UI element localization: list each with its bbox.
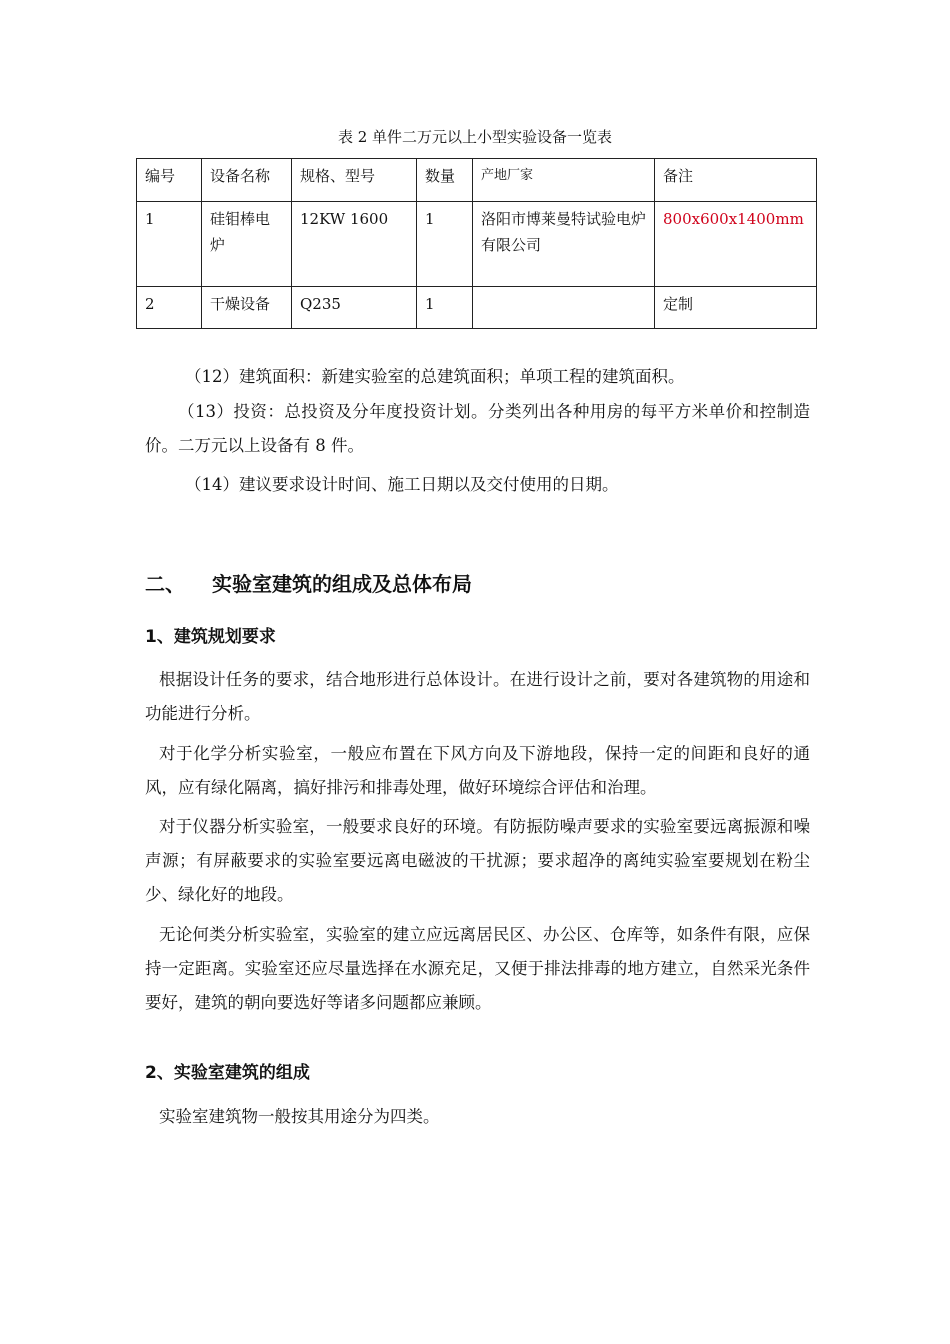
header-manufacturer: 产地厂家: [473, 159, 655, 202]
paragraph-composition-intro: 实验室建筑物一般按其用途分为四类。: [159, 1107, 440, 1126]
paragraph-planning-intro: 根据设计任务的要求，结合地形进行总体设计。在进行设计之前，要对各建筑物的用途和功能进行分析。: [145, 670, 810, 723]
subsection-heading-composition: 2、实验室建筑的组成: [145, 1063, 310, 1083]
cell-quantity: 1: [417, 202, 473, 287]
cell-model: Q235: [292, 287, 417, 329]
header-number: 编号: [137, 159, 202, 202]
cell-manufacturer: [473, 287, 655, 329]
header-device-name: 设备名称: [202, 159, 292, 202]
table-header-row: [137, 159, 817, 202]
cell-model: 12KW 1600: [292, 202, 417, 287]
header-quantity: 数量: [417, 159, 473, 202]
cell-remark: 800x600x1400mm: [655, 202, 817, 287]
paragraph-investment: （13）投资：总投资及分年度投资计划。分类列出各种用房的每平方米单价和控制造价。二万元以上设备有 8 件。: [145, 402, 810, 455]
cell-manufacturer: 洛阳市博莱曼特试验电炉有限公司: [473, 202, 655, 287]
cell-remark: 定制: [655, 287, 817, 329]
paragraph-building-area: （12）建筑面积：新建实验室的总建筑面积；单项工程的建筑面积。: [185, 367, 685, 386]
header-model: 规格、型号: [292, 159, 417, 202]
cell-quantity: 1: [417, 287, 473, 329]
section-title: 实验室建筑的组成及总体布局: [212, 572, 472, 596]
equipment-table: [136, 158, 817, 329]
section-heading: [145, 568, 472, 597]
subsection-heading-planning: 1、建筑规划要求: [145, 627, 276, 647]
paragraph-chemical-lab: 对于化学分析实验室，一般应布置在下风方向及下游地段，保持一定的间距和良好的通风，应有绿化隔离，搞好排污和排毒处理，做好环境综合评估和治理。: [145, 744, 810, 797]
cell-number: 1: [137, 202, 202, 287]
table-row: [137, 202, 817, 287]
section-number: 二、: [145, 572, 185, 596]
cell-number: 2: [137, 287, 202, 329]
paragraph-instrument-lab: 对于仪器分析实验室，一般要求良好的环境。有防振防噪声要求的实验室要远离振源和噪声源；有屏蔽要求的实验室要远离电磁波的干扰源；要求超净的离纯实验室要规划在粉尘少、绿化好的地段。: [145, 817, 810, 904]
paragraph-general-lab: 无论何类分析实验室，实验室的建立应远离居民区、办公区、仓库等，如条件有限，应保持一定距离。实验室还应尽量选择在水源充足，又便于排法排毒的地方建立，自然采光条件要好，建筑的朝向要选好等诸多问题都应兼顾。: [145, 925, 810, 1012]
cell-device-name: 硅钼棒电炉: [202, 202, 292, 287]
paragraph-schedule: （14）建议要求设计时间、施工日期以及交付使用的日期。: [185, 475, 619, 494]
table-row: [137, 287, 817, 329]
table-caption: 表 2 单件二万元以上小型实验设备一览表: [337, 128, 613, 146]
header-remark: 备注: [655, 159, 817, 202]
cell-device-name: 干燥设备: [202, 287, 292, 329]
